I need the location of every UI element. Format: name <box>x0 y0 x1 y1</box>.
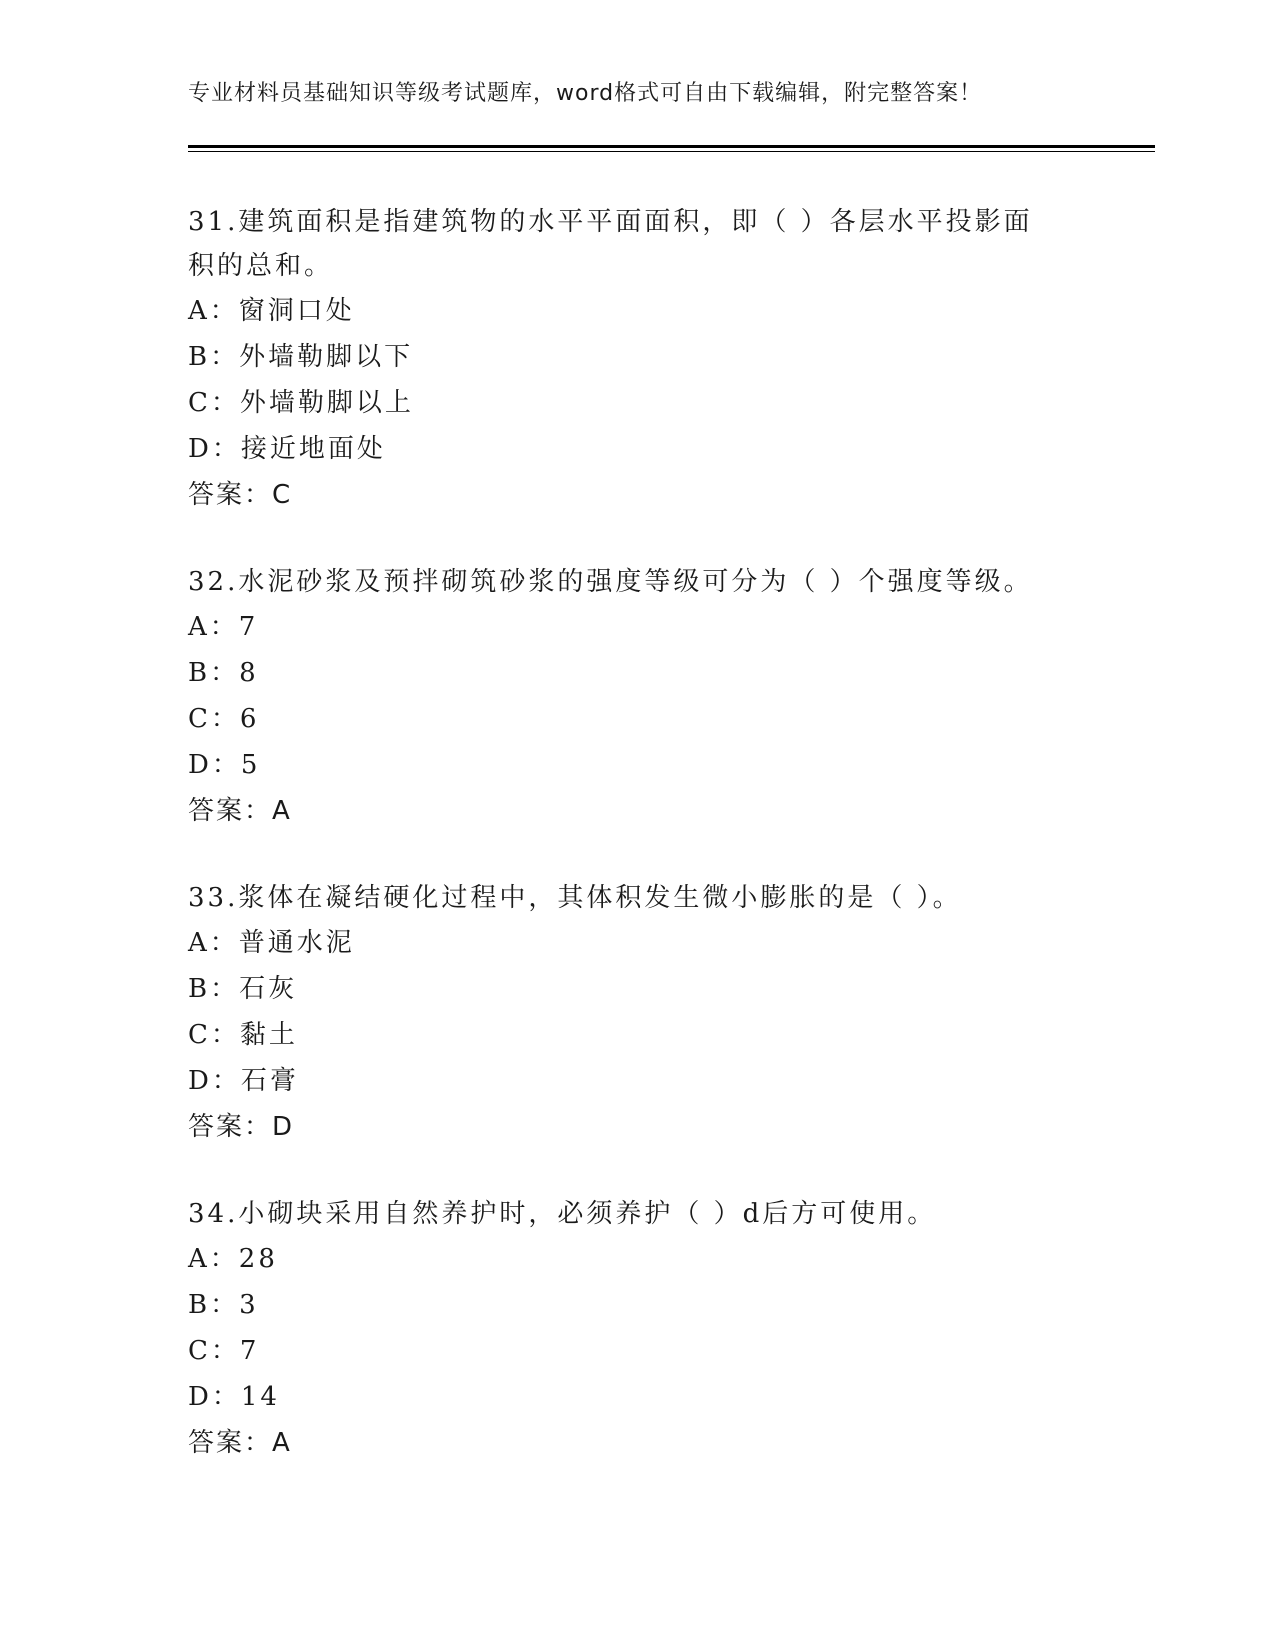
option-a: A：7 <box>188 612 259 642</box>
question-stem: 33.浆体在凝结硬化过程中，其体积发生微小膨胀的是（ ）。 <box>188 883 962 913</box>
question-stem: 31.建筑面积是指建筑物的水平平面面积，即（ ）各层水平投影面积的总和。 <box>188 207 1033 281</box>
question-32 <box>188 560 1088 834</box>
answer-line: 答案：A <box>188 1428 292 1458</box>
option-b: B：石灰 <box>188 974 298 1004</box>
option-b: B：3 <box>188 1290 259 1320</box>
header-title: 专业材料员基础知识等级考试题库，word格式可自由下载编辑，附完整答案！ <box>188 81 983 106</box>
option-c: C：7 <box>188 1336 260 1366</box>
header-rule-thick <box>188 145 1155 148</box>
option-b: B：8 <box>188 658 259 688</box>
answer-line: 答案：A <box>188 796 292 826</box>
question-33 <box>188 876 1088 1150</box>
option-c: C：外墙勒脚以上 <box>188 388 414 418</box>
question-stem: 34.小砌块采用自然养护时，必须养护（ ）d后方可使用。 <box>188 1199 937 1229</box>
question-stem: 32.水泥砂浆及预拌砌筑砂浆的强度等级可分为（ ）个强度等级。 <box>188 567 1033 597</box>
question-34 <box>188 1192 1088 1466</box>
option-c: C：黏土 <box>188 1020 298 1050</box>
question-31 <box>188 200 1088 518</box>
header-rule-thin <box>188 151 1155 152</box>
answer-line: 答案：C <box>188 480 293 510</box>
option-b: B：外墙勒脚以下 <box>188 342 414 372</box>
answer-line: 答案：D <box>188 1112 295 1142</box>
question-list <box>188 200 1088 1508</box>
option-a: A：28 <box>188 1244 278 1274</box>
option-a: A：窗洞口处 <box>188 296 355 326</box>
option-c: C：6 <box>188 704 260 734</box>
option-d: D：接近地面处 <box>188 434 386 464</box>
option-d: D：14 <box>188 1382 280 1412</box>
option-a: A：普通水泥 <box>188 928 355 958</box>
option-d: D：石膏 <box>188 1066 299 1096</box>
option-d: D：5 <box>188 750 261 780</box>
